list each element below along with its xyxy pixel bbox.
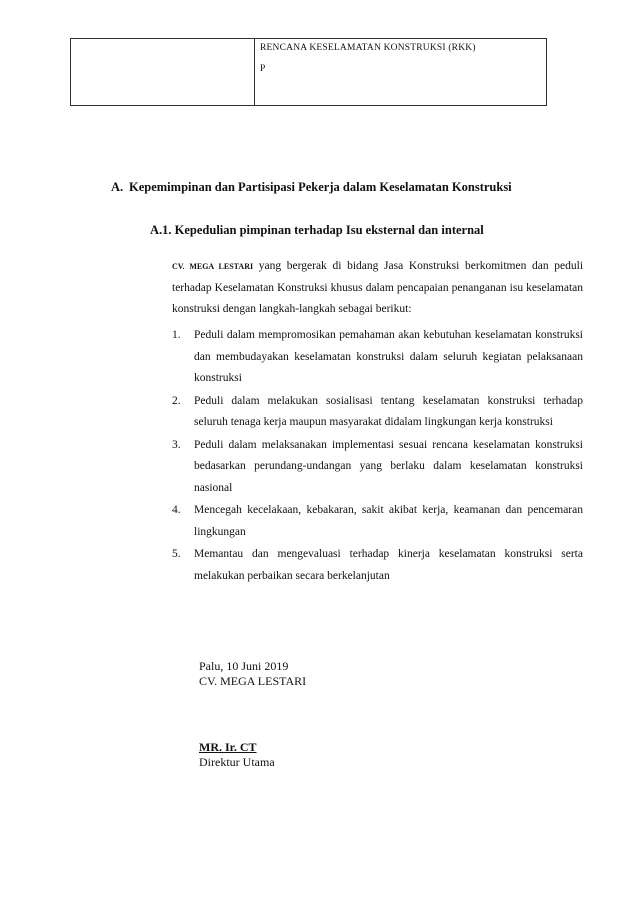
intro-company: CV. MEGA LESTARI [172,262,254,271]
list-item-text: Peduli dalam melaksanakan implementasi sesuai rencana keselamatan konstruksi bedasarkan perundang-undangan yang berlaku dalam keselamatan konstruksi nasional [194,438,583,494]
section-heading [111,180,512,195]
signatory-name: MR. Ir. CT [199,740,257,754]
list-item [172,325,583,390]
list-item-number: 4. [172,504,181,516]
list-item-number: 5. [172,548,181,560]
signature-place-date: Palu, 10 Juni 2019 [199,659,289,673]
list-item [172,500,583,543]
signatory-position: Direktur Utama [199,755,275,769]
list-item-number: 2. [172,394,181,407]
list-item-number: 3. [172,438,181,451]
list-item-number: 1. [172,329,181,341]
list-item [172,391,583,434]
signature-block [199,659,306,689]
header-title: RENCANA KESELAMATAN KONSTRUKSI (RKK) [260,43,476,53]
section-title: Kepemimpinan dan Partisipasi Pekerja dalam Keselamatan Konstruksi [129,180,512,194]
subsection-heading: A.1. Kepedulian pimpinan terhadap Isu eksternal dan internal [150,223,484,237]
document-header-table [70,38,547,106]
signature-company: CV. MEGA LESTARI [199,674,307,688]
list-item-text: Mencegah kecelakaan, kebakaran, sakit akibat kerja, keamanan dan pencemaran lingkungan [194,504,583,538]
intro-paragraph [172,256,583,321]
intro-text: yang bergerak di bidang Jasa Konstruksi berkomitmen dan peduli terhadap Keselamatan Konstruksi khusus dalam pencapaian penanganan isu keselamatan konstruksi dengan langkah-langkah sebagai berikut: [172,260,584,315]
header-logo-cell [71,39,255,105]
list-item-text: Peduli dalam mempromosikan pemahaman akan kebutuhan keselamatan konstruksi dan membudayakan keselamatan konstruksi dalam seluruh kegiatan pelaksanaan konstruksi [194,329,583,384]
header-title-cell [255,39,546,105]
list-item-text: Peduli dalam melakukan sosialisasi tentang keselamatan konstruksi terhadap seluruh tenaga kerja maupun masyarakat didalam lingkungan kerja konstruksi [194,394,583,428]
list-item [172,544,583,587]
list-item [172,435,583,500]
commitment-list [172,325,583,588]
section-letter: A. [111,180,124,194]
list-item-text: Memantau dan mengevaluasi terhadap kinerja keselamatan konstruksi serta melakukan perbaikan secara berkelanjutan [194,548,583,582]
header-subtitle: P [260,64,266,75]
